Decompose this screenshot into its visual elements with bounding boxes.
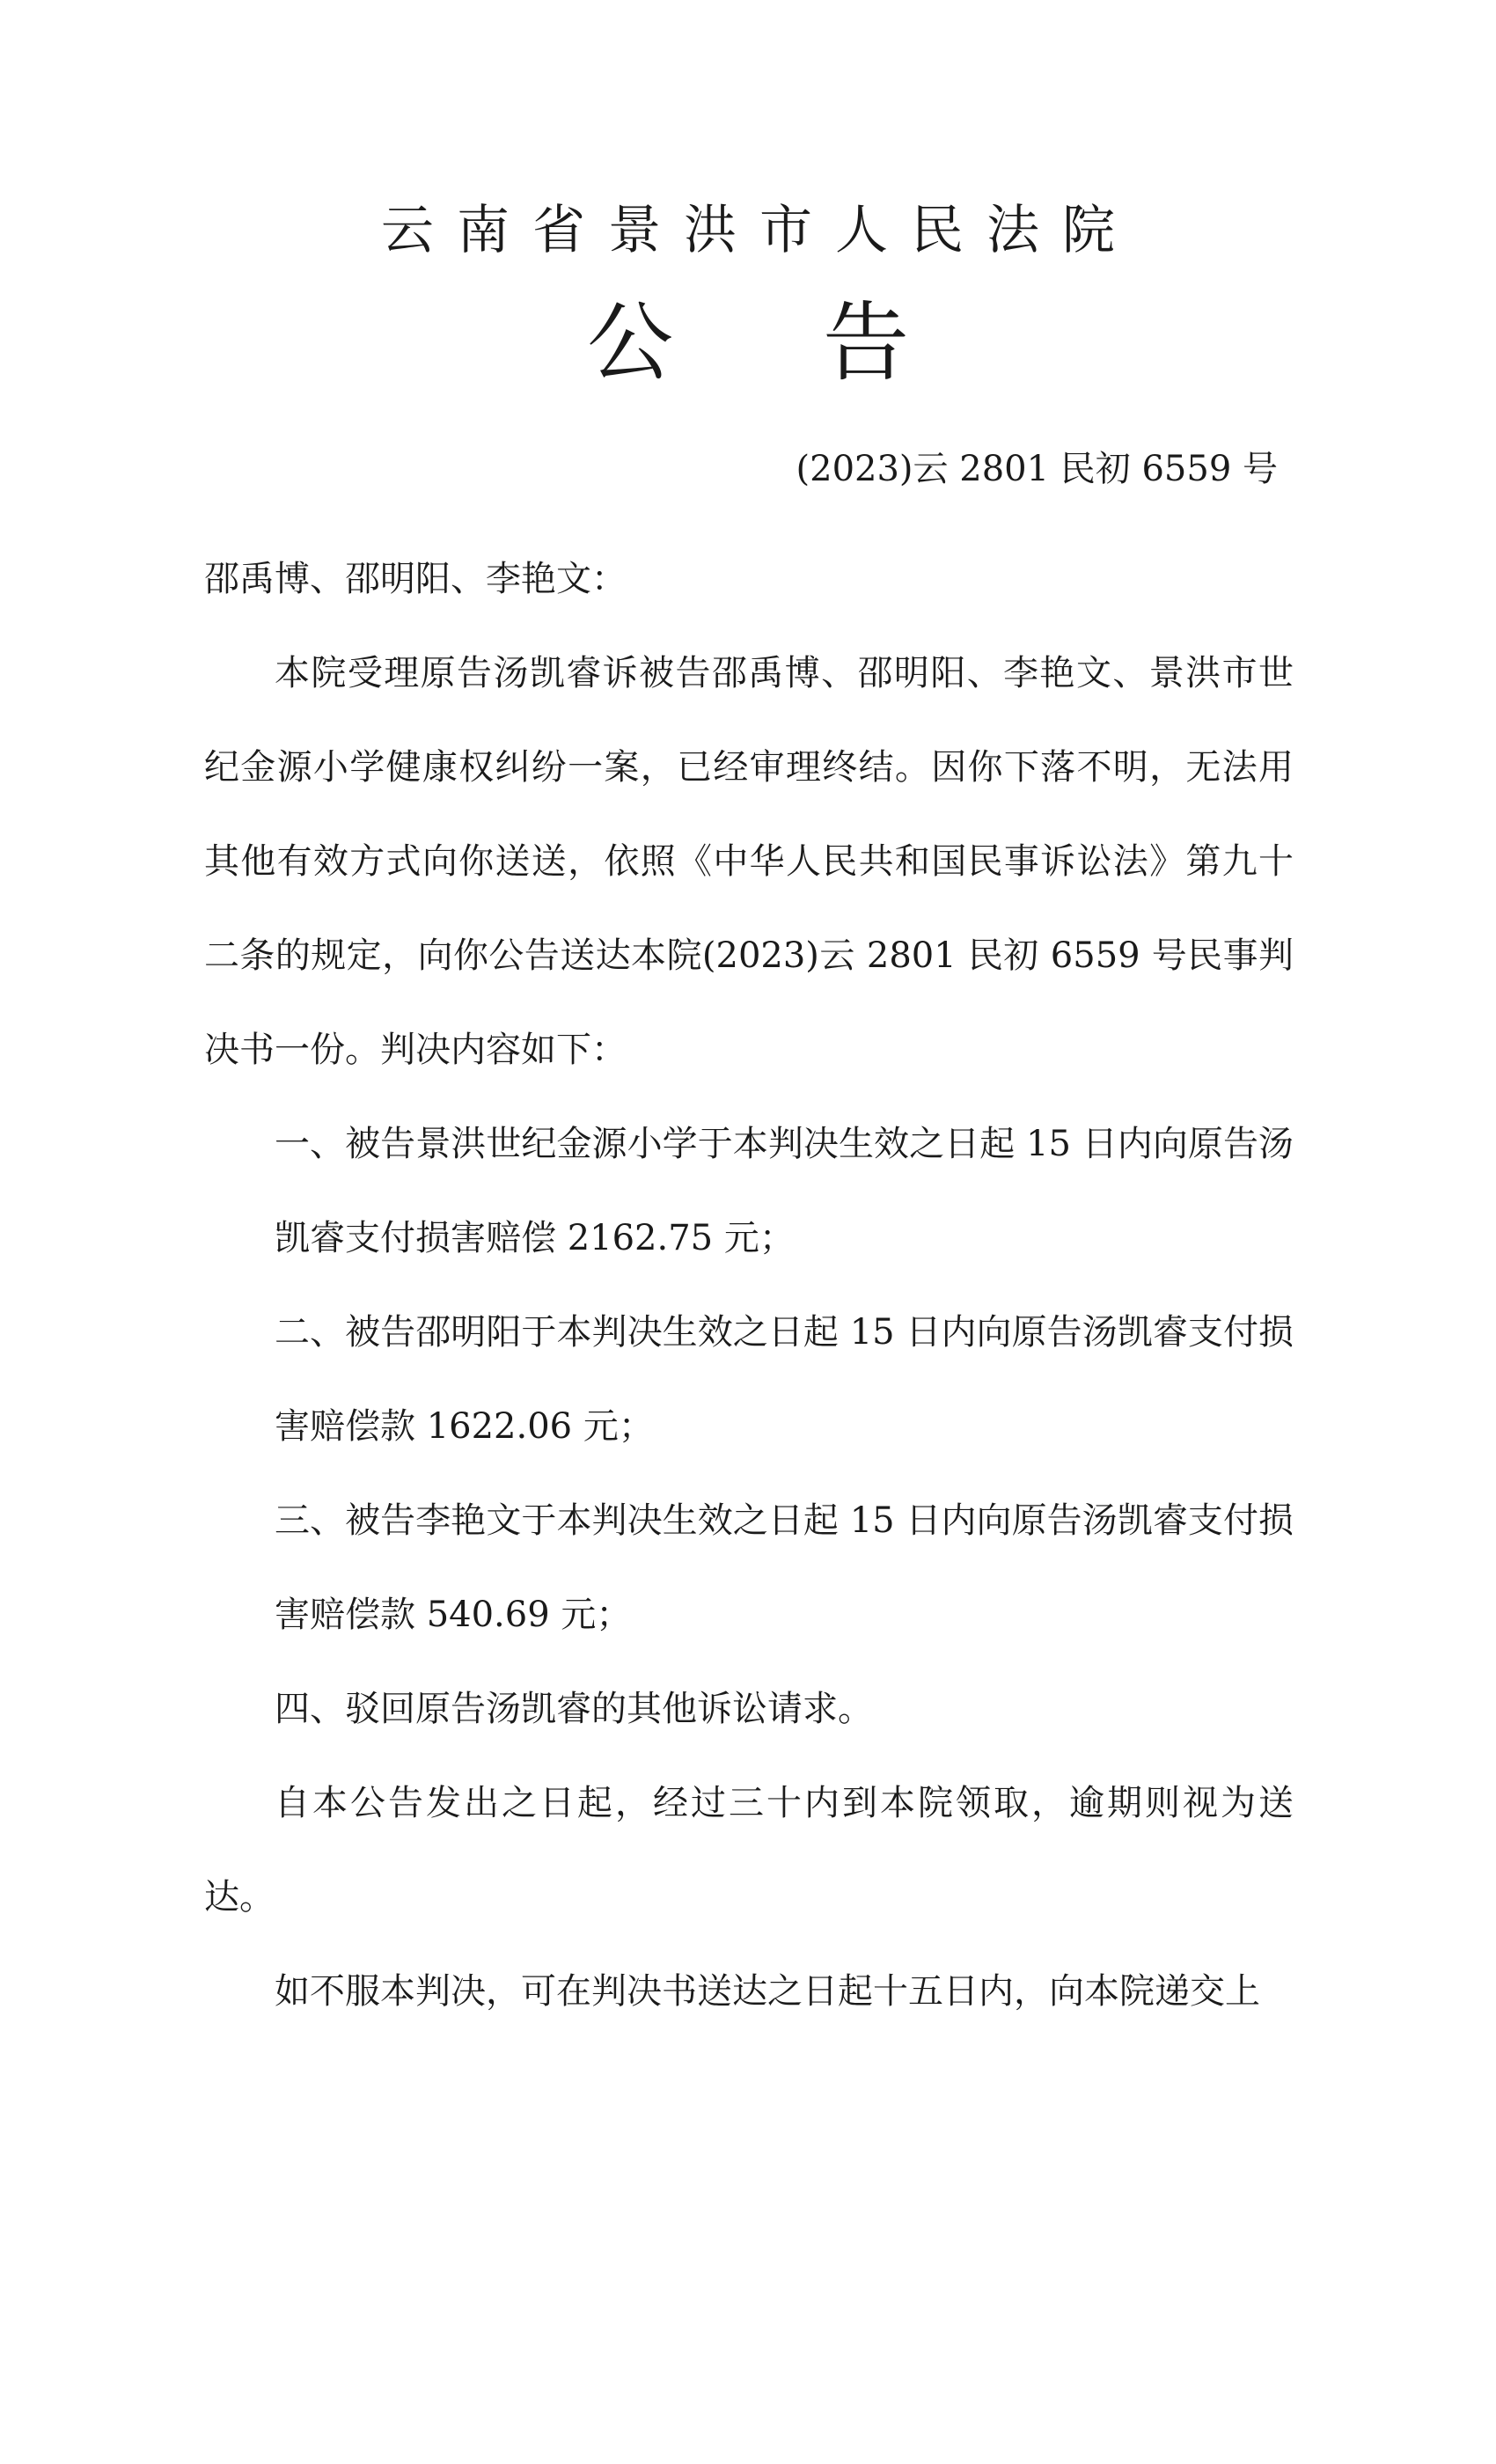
notice-body xyxy=(204,532,1294,2039)
judgment-item-1: 一、被告景洪世纪金源小学于本判决生效之日起 15 日内向原告汤凯睿支付损害赔偿 2162.75 元； xyxy=(275,1124,1294,1258)
judgment-item-2: 二、被告邵明阳于本判决生效之日起 15 日内向原告汤凯睿支付损害赔偿款 1622.06 元； xyxy=(275,1312,1294,1447)
appeal-paragraph: 如不服本判决，可在判决书送达之日起十五日内，向本院递交上 xyxy=(275,1971,1260,2012)
case-number: (2023)云 2801 民初 6559 号 xyxy=(796,449,1278,489)
court-name: 云南省景洪市人民法院 xyxy=(381,200,1138,261)
addressee: 邵禹博、邵明阳、李艳文： xyxy=(204,559,627,599)
service-paragraph: 自本公告发出之日起，经过三十内到本院领取，逾期则视为送达。 xyxy=(204,1783,1294,1918)
intro-paragraph: 本院受理原告汤凯睿诉被告邵禹博、邵明阳、李艳文、景洪市世纪金源小学健康权纠纷一案，已经审理终结。因你下落不明，无法用其他有效方式向你送送，依照《中华人民共和国民事诉讼法》第九十二条的规定，向你公告送达本院(2023)云 2801 民初 6559 号民事判决书一份。判决内容如下： xyxy=(204,653,1294,1070)
judgment-item-3: 三、被告李艳文于本判决生效之日起 15 日内向原告汤凯睿支付损害赔偿款 540.69 元； xyxy=(275,1500,1294,1635)
judgment-item-4: 四、驳回原告汤凯睿的其他诉讼请求。 xyxy=(275,1689,873,1729)
notice-title: 公告 xyxy=(586,293,1059,393)
